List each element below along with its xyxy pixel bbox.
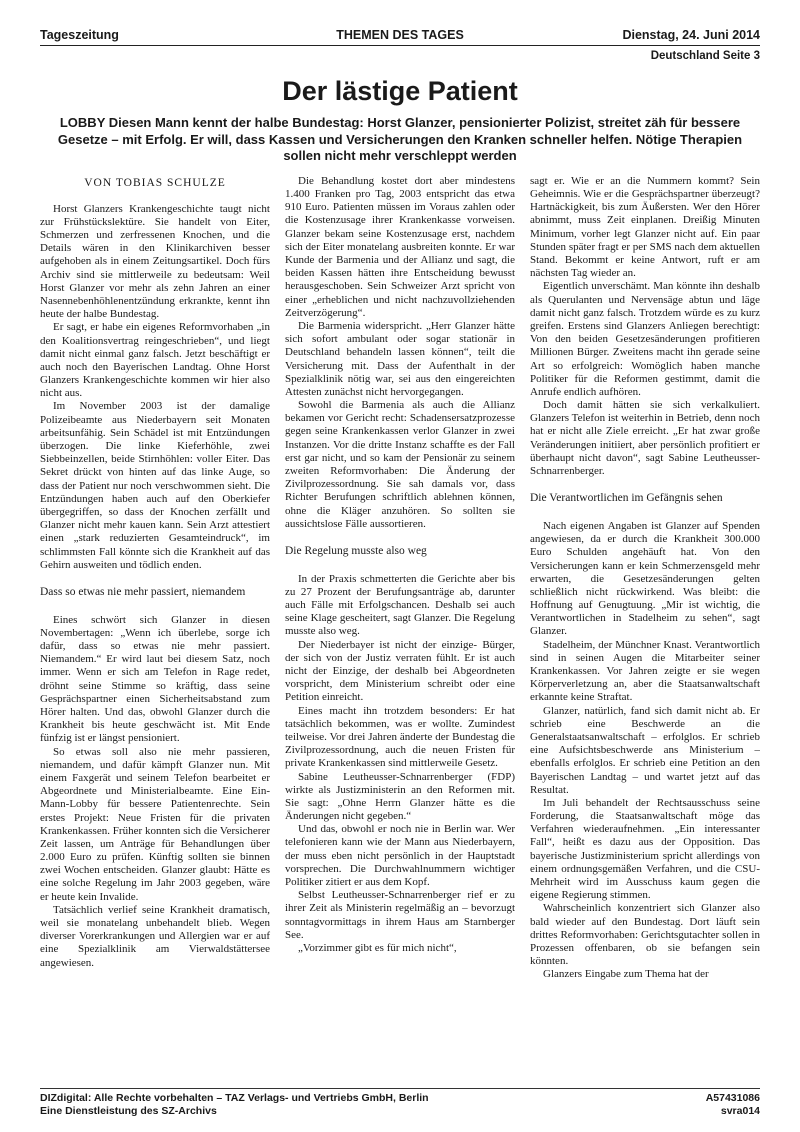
article-paragraph: Wahrscheinlich konzentriert sich Glanzer also bald wieder auf den Bundestag. Dort läuft sein drittes Reformvorhaben: Gerichtsgutachter sollen in Prozessen offenbaren, ob sie befangen sein könnten. [530,902,760,968]
subheading: Die Regelung musste also weg [285,544,427,557]
publication-name: Tageszeitung [40,28,119,42]
article-title: Der lästige Patient [282,76,518,106]
article-paragraph: Stadelheim, der Münchner Knast. Verantwortlich sind in seinen Augen die Mitarbeiter seiner Krankenkassen. Vor Jahren zeigte er sie wegen Körperverletzung an, aber die Staatsanwaltschaft erkannte keine Straftat. [530,638,760,704]
subheading: Die Verantwortlichen im Gefängnis sehen [530,492,723,505]
article-paragraph: Eines macht ihn trotzdem besonders: Er hat tatsächlich bekommen, was er wollte. Zumindest teilweise. Vor drei Jahren änderte der Bundestag die Zivilprozessordnung, auch die neuen Fristen für private Krankenkassen sind mittlerweile Gesetz. [285,704,515,770]
issue-date: Dienstag, 24. Juni 2014 [622,28,760,42]
footer-service-line: Eine Dienstleistung des SZ-Archivs [40,1104,217,1117]
article-paragraph: Nach eigenen Angaben ist Glanzer auf Spenden angewiesen, da er durch die Krankheit 300.000 Euro Schulden angehäuft hat. Von den Versicherungen kann er kein Schmerzensgeld mehr erwarten, die Gesetzesänderungen gelten schließlich nicht rückwirkend. Was bleibt: die Hoffnung auf Genugtuung. „Mir ist wichtig, die Verantwortlichen in Stadelheim zu sehen“, sagt Glanzer. [530,519,760,638]
article-paragraph: Sabine Leutheusser-Schnarrenberger (FDP) wirkte als Justizministerin an den Reformen mit. Sie sagt: „Ohne Herrn Glanzer hätte es die Änderungen nicht gegeben.“ [285,770,515,823]
article-paragraph: In der Praxis schmetterten die Gerichte aber bis zu 27 Prozent der Berufungsanträge ab, darunter auch Fälle mit Erfolgschancen. Deshalb sei auch seine Klage gescheitert, sagt Glanzer. Die Regelung musste also weg. [285,572,515,638]
article-column-3 [530,175,760,1127]
section-title: THEMEN DES TAGES [336,28,464,42]
article-paragraph: Glanzer, natürlich, fand sich damit nicht ab. Er schrieb eine Beschwerde an die Generalstaatsanwaltschaft – erfolglos. Er schrieb eine Aufsichtsbeschwerde ans Ministerium – ebenfalls erfolglos. Er schrieb eine Petition an den Bayerischen Landtag – und wartet jetzt auf das Resultat. [530,704,760,796]
article-paragraph: Die Barmenia widerspricht. „Herr Glanzer hätte sich sofort ambulant oder sogar stationär in Deutschland behandeln lassen können“, teilt die Versicherung mit. Dass der Aufenthalt in der Spezialklinik nötig war, sei aus den eingereichten Attesten zunächst nicht hervorgegangen. [285,319,515,398]
article-paragraph: Tatsächlich verlief seine Krankheit dramatisch, weil sie monatelang unbehandelt blieb. Wegen diverser Vorerkrankungen und Allergien war er auf eine Spezialklinik am Vierwaldstättersee angewiesen. [40,903,270,969]
article-paragraph: sagt er. Wie er an die Nummern kommt? Sein Geheimnis. Wie er die Gesprächspartner überzeugt? Hartnäckigkeit, bis zum Äußersten. Wer den Hörer abnimmt, muss Zeit einplanen. Dreißig Minuten Minimum, vorher legt Glanzer nicht auf. Ein paar Stunden später fragt er per SMS nach dem aktuellen Stand. Bekommt er keine Antwort, ruft er am nächsten Tag wieder an. [530,174,760,280]
article-paragraph: Horst Glanzers Krankengeschichte taugt nicht zur Frühstückslektüre. Sie handelt von Eiter, Schmerzen und zerfressenen Knochen, und die Details wären in den Klinikarchiven besser aufgehoben als in einem Zeitungsartikel. Doch fürs Archiv sind sie mittlerweile zu bedeutsam: Weil Horst Glanzer vor mehr als zehn Jahren an einer Nasennebenhöhlenentzündung erkrankte, kennt ihn heute der halbe Bundestag. [40,202,270,321]
article-column-1 [40,175,270,1127]
byline: VON TOBIAS SCHULZE [84,176,226,189]
article-paragraph: Eigentlich unverschämt. Man könnte ihn deshalb als Querulanten und Nervensäge abtun und läge damit nicht ganz falsch. Trotzdem würde es zu kurz greifen. Erstens sind Glanzers Anliegen berechtigt: Von den beiden Gesetzesänderungen profitieren Millionen Bürger. Zweitens macht ihn gerade seine Art so erfolgreich: Womöglich haben manche Politiker für die Reformen gestimmt, damit die Anrufe endlich aufhören. [530,280,760,398]
article-paragraph: Doch damit hätten sie sich verkalkuliert. Glanzers Telefon ist weiterhin in Betrieb, denn noch hat er nicht alle Ziele erreicht. „Er hat zwar große Veränderungen initiiert, aber persönlich profitiert er überhaupt nicht davon“, sagt Sabine Leutheusser-Schnarrenberger. [530,399,760,477]
article-paragraph: Er sagt, er habe ein eigenes Reformvorhaben „in den Koalitionsvertrag reingeschrieben“, und liegt damit nicht einmal ganz falsch. Jetzt beschäftigt er auch noch den Bayerischen Landtag. Ohne Horst Glanzers Krankengeschichte kommen wir hier also nicht aus. [40,321,270,400]
article-column-2 [285,175,515,1127]
footer-rights-line: DIZdigital: Alle Rechte vorbehalten – TAZ Verlags- und Vertriebs GmbH, Berlin [40,1091,429,1104]
article-paragraph: Sowohl die Barmenia als auch die Allianz bekamen vor Gericht recht: Schadensersatzprozesse gegen seine Krankenkassen verlor Glanzer in zwei Instanzen. Vor die dritte Instanz schaffte es der Fall erst gar nicht, und so kam der Pensionär zu seinem zweiten Reformvorhaben: Die Änderung der Zivilprozessordnung. Sie sah damals vor, dass Richter Berufungen schriftlich ablehnen können, ohne die Kläger anzuhören. So sollten sie aussichtslose Fälle aussortieren. [285,399,515,530]
article-paragraph: Glanzers Eingabe zum Thema hat der [543,968,709,981]
article-paragraph: So etwas soll also nie mehr passieren, niemandem, und dafür kämpft Glanzer nun. Mit einem Faxgerät und seinem Telefon bearbeitet er Abgeordnete und Ministerialbeamte. Eine Ein-Mann-Lobby für bessere Patientenrechte. Sein erstes Projekt: Neue Fristen für die privaten Krankenkassen. Früher konnten sich die Versicherer Zeit lassen, um Anträge für Behandlungen über 2.000 Euro zu prüfen. Künftig sollten sie binnen zwei Wochen entscheiden. Glanzer glaubt: Hätte es eine solche Regelung im Jahr 2003 gegeben, wäre er heute kein Invalide. [40,745,270,903]
article-paragraph: Selbst Leutheusser-Schnarrenberger rief er zu ihrer Zeit als Ministerin regelmäßig an – bevorzugt sonntagvormittags in ihrem Haus am Starnberger See. [285,889,515,941]
article-paragraph: „Vorzimmer gibt es für mich nicht“, [298,941,457,954]
article-body [40,175,760,1127]
article-paragraph: Im Juli behandelt der Rechtsausschuss seine Forderung, die Staatsanwaltschaft möge das Verfahren wiederaufnehmen. „Ein interessanter Fall“, heißt es dazu aus der Opposition. Das bayerische Justizministerium spricht allerdings von einem ordnungsgemäßen Verfahren, und die CSU-Mehrheit wird im Ausschuss kaum gegen die eigene Regierung stimmen. [530,796,760,902]
article-paragraph: Eines schwört sich Glanzer in diesen Novembertagen: „Wenn ich überlebe, sorge ich dafür, dass so etwas nie mehr passiert. Niemandem.“ Er wird laut bei diesem Satz, noch immer. Wenn er sich am Telefon in Rage redet, dröhnt seine Stimme so kräftig, dass seine Gesprächspartner einen Sicherheitsabstand zum Hörer halten. Und das, obwohl Glanzer durch die Krankheit bis heute geschwächt ist. Mit Ende fünfzig ist er längst pensioniert. [40,613,270,745]
page-footer [40,1088,760,1118]
article-paragraph: Im November 2003 ist der damalige Polizeibeamte aus Niederbayern seit Monaten arbeitsunfähig. Sein Schädel ist mit Entzündungen überzogen. Die linke Kieferhöhle, zwei Siebbeinzellen, beide Stirnhöhlen: voller Eiter. Das Sekret drückt von hinten auf das linke Auge, so dass der Patient nur noch verschwommen sieht. Die Entzündungen haben auch auf den Oberkiefer übergegriffen, so dass der Knochen zerfällt und Glanzer nicht mehr kauen kann. Sein Arzt attestiert einen „stark reduzierten Gesamteindruck“, im schlimmsten Fall könnte sich die Krankheit auf das Gehirn ausweiten und tödlich enden. [40,400,270,571]
article-paragraph: Und das, obwohl er noch nie in Berlin war. Wer telefonieren kann wie der Mann aus Niederbayern, der muss eben nicht persönlich in der Hauptstadt vorsprechen. Die Durchwahlnummern wichtiger Politiker zitiert er aus dem Kopf. [285,823,515,889]
footer-document-id [706,1092,760,1118]
footer-archive-id: A57431086 [705,1091,760,1104]
article-subtitle: LOBBY Diesen Mann kennt der halbe Bundestag: Horst Glanzer, pensionierter Polizist, streitet zäh für bessere Gesetze – mit Erfolg. Er will, dass Kassen und Versicherungen den Kranken schneller helfen. Nötige Therapien sollen nicht mehr verschleppt werden [57,115,743,164]
footer-code: svra014 [720,1104,760,1117]
article-paragraph: Der Niederbayer ist nicht der einzige- Bürger, der sich von der Justiz verraten fühlt. Er ist auch nicht der Einzige, der deshalb bei Abgeordneten vorspricht, dem Ministerium schreibt oder eine Petition einreicht. [285,638,515,704]
footer-copyright [40,1092,429,1118]
article-paragraph: Die Behandlung kostet dort aber mindestens 1.400 Franken pro Tag, 2003 entspricht das etwa 910 Euro. Patienten müssen im Voraus zahlen oder die Kostenzusage ihrer Krankenkasse vorweisen. Glanzer bekam seine Kostenzusage erst, nachdem sich der Eiter monatelang ausbreiten konnte. Er war Kunde der Barmenia und der Allianz und sagt, die beiden Kassen hätten ihre Entscheidung bewusst herausgeschoben. Sein Schweizer Arzt spricht von einer „erheblichen und nicht nachzuvollziehenden Zeitverzögerung“. [285,174,515,319]
page-reference: Deutschland Seite 3 [650,50,760,62]
masthead [40,28,760,46]
subheading: Dass so etwas nie mehr passiert, niemandem [40,585,246,598]
